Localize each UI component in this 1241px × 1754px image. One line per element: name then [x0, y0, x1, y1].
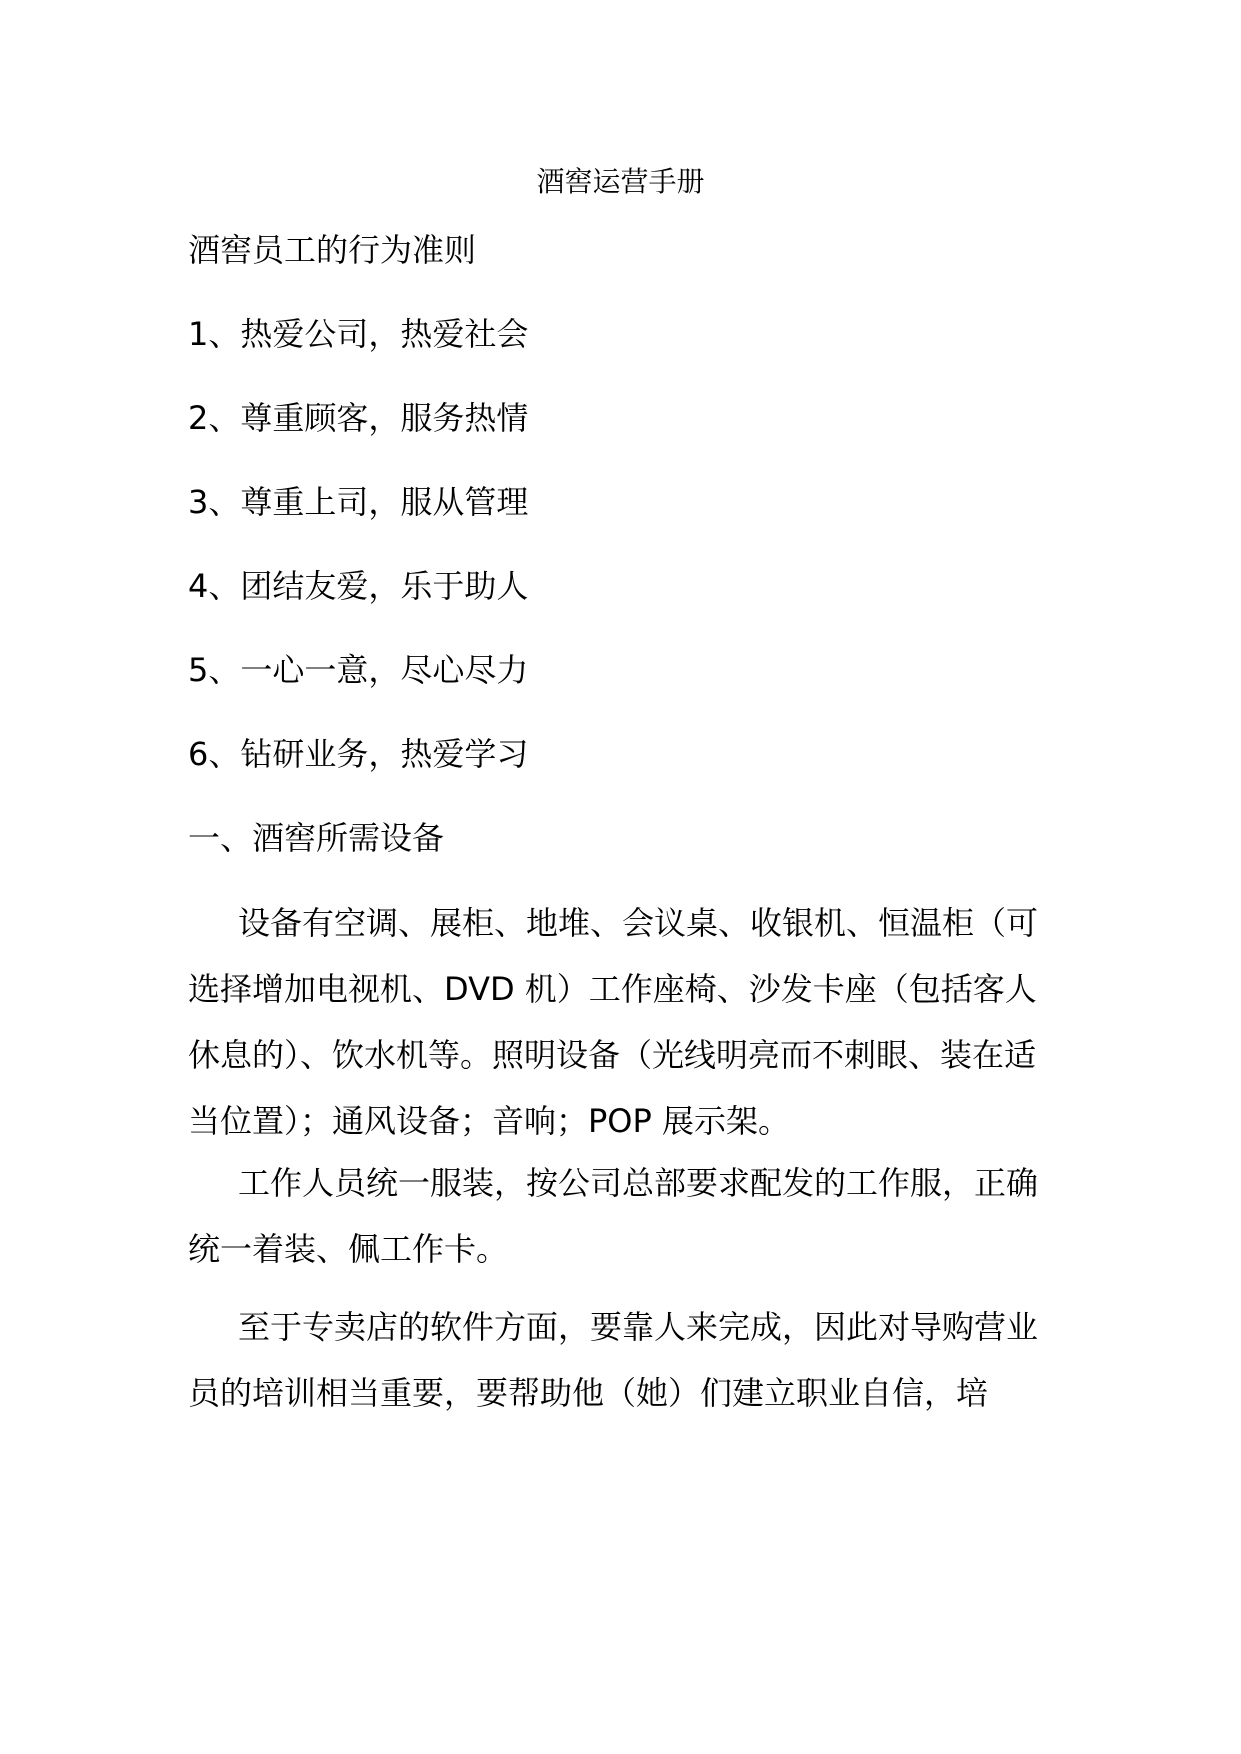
rule-item-2: 2、尊重顾客，服务热情: [188, 399, 529, 437]
rule-item-3: 3、尊重上司，服从管理: [188, 483, 529, 521]
document-title: 酒窖运营手册: [536, 165, 705, 198]
paragraph-staff-training: 至于专卖店的软件方面，要靠人来完成，因此对导购营业员的培训相当重要，要帮助他（她）们建立职业自信，培: [188, 1308, 1039, 1412]
paragraph-equipment-list: 设备有空调、展柜、地堆、会议桌、收银机、恒温柜（可选择增加电视机、DVD 机）工作座椅、沙发卡座（包括客人休息的）、饮水机等。照明设备（光线明亮而不刺眼、装在适当位置）；通风设备；音响；POP 展示架。: [188, 904, 1039, 1140]
rule-item-5: 5、一心一意，尽心尽力: [188, 651, 529, 689]
section-heading-code-of-conduct: 酒窖员工的行为准则: [188, 231, 477, 269]
paragraph-staff-uniform: 工作人员统一服装，按公司总部要求配发的工作服，正确统一着装、佩工作卡。: [188, 1164, 1039, 1268]
rule-item-6: 6、钻研业务，热爱学习: [188, 735, 529, 773]
section-heading-equipment: 一、酒窖所需设备: [188, 819, 445, 857]
rule-item-1: 1、热爱公司，热爱社会: [188, 315, 529, 353]
rule-item-4: 4、团结友爱，乐于助人: [188, 567, 529, 605]
